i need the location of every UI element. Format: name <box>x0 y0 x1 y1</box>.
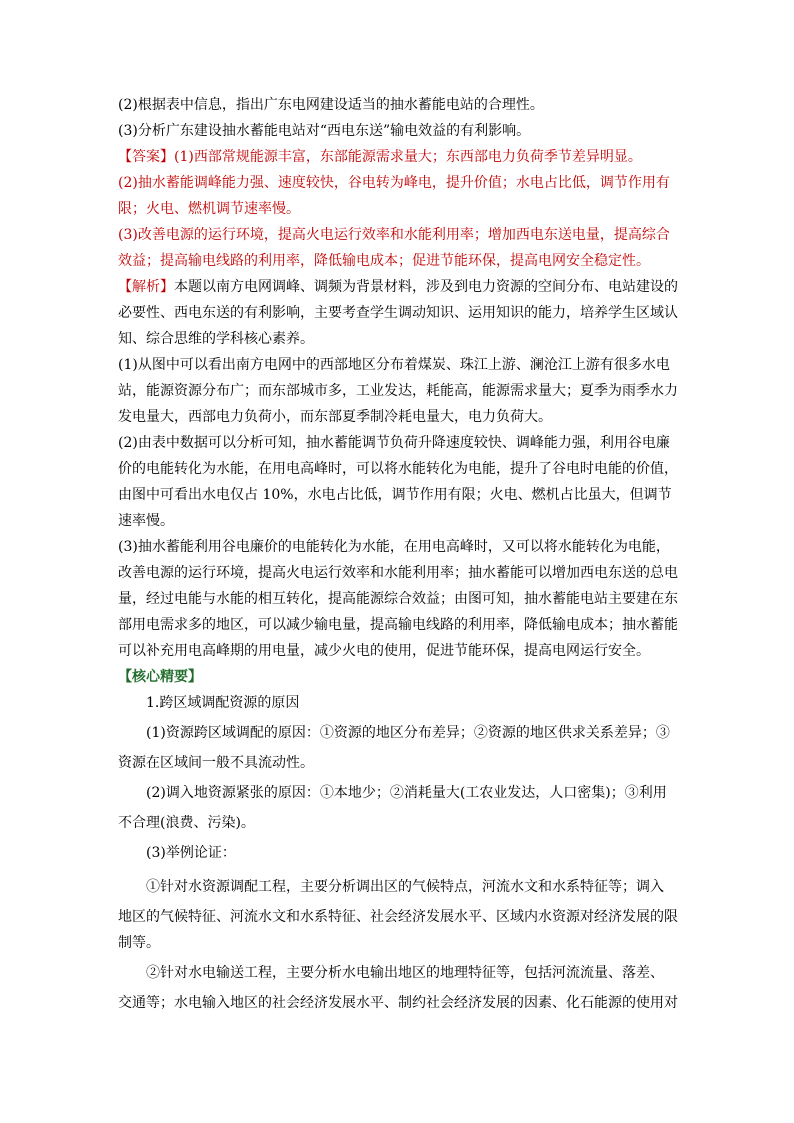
answer-line-2: (2)抽水蓄能调峰能力强、速度较快，谷电转为峰电，提升价值；水电占比低，调节作用有 <box>118 175 670 191</box>
analysis-line: 由图中可看出水电仅占 10%，水电占比低，调节作用有限；火电、燃机占比虽大，但调节 <box>118 487 672 503</box>
core-line: (3)举例论证： <box>146 845 236 861</box>
answer-label: 【答案】 <box>118 149 174 165</box>
core-title: 1.跨区域调配资源的原因 <box>146 695 300 711</box>
core-line: ①针对水资源调配工程，主要分析调出区的气候特点，河流水文和水系特征等；调入 <box>146 879 664 895</box>
core-line: 地区的气候特征、河流水文和水系特征、社会经济发展水平、区域内水资源对经济发展的限 <box>118 909 678 925</box>
core-line: (1)资源跨区域调配的原因：①资源的地区分布差异；②资源的地区供求关系差异；③ <box>146 725 670 741</box>
analysis-line: (3)抽水蓄能利用谷电廉价的电能转化为水能，在用电高峰时，又可以将水能转化为电能， <box>118 539 670 555</box>
answer-line-5: 效益；提高输电线路的利用率，降低输电成本；促进节能环保，提高电网安全稳定性。 <box>118 253 650 269</box>
answer-line-3: 限；火电、燃机调节速率慢。 <box>118 201 300 217</box>
analysis-line: 速率慢。 <box>118 513 174 529</box>
analysis-line: (2)由表中数据可以分析可知，抽水蓄能调节负荷升降速度较快、调峰能力强，利用谷电廉 <box>118 435 670 451</box>
analysis-line: (1)从图中可以看出南方电网中的西部地区分布着煤炭、珠江上游、澜沧江上游有很多水电 <box>118 357 670 373</box>
analysis-line: 部用电需求多的地区，可以减少输电量，提高输电线路的利用率，降低输电成本；抽水蓄能 <box>118 617 678 633</box>
core-line: 不合理(浪费、污染)。 <box>118 815 255 831</box>
core-line: 资源在区域间一般不具流动性。 <box>118 755 314 771</box>
question-3: (3)分析广东建设抽水蓄能电站对“西电东送”输电效益的有利影响。 <box>118 123 531 139</box>
core-line: ②针对水电输送工程，主要分析水电输出地区的地理特征等，包括河流流量、落差、 <box>146 965 664 981</box>
core-heading: 【核心精要】 <box>118 669 202 685</box>
core-line: (2)调入地资源紧张的原因：①本地少；②消耗量大(工农业发达，人口密集)；③利用 <box>146 785 667 801</box>
answer-line-4: (3)改善电源的运行环境，提高火电运行效率和水能利用率；增加西电东送电量，提高综合 <box>118 227 670 243</box>
analysis-line-1 <box>118 274 684 300</box>
analysis-line: 发电量大，西部电力负荷小，而东部夏季制冷耗电量大，电力负荷大。 <box>118 409 552 425</box>
analysis-line: 知、综合思维的学科核心素养。 <box>118 331 314 347</box>
analysis-line: 量，经过电能与水能的相互转化，提高能源综合效益；由图可知，抽水蓄能电站主要建在东 <box>118 591 678 607</box>
analysis-line: 站，能源资源分布广；而东部城市多，工业发达，耗能高，能源需求量大；夏季为雨季水力 <box>118 383 678 399</box>
analysis-line: 可以补充用电高峰期的用电量，减少火电的使用，促进节能环保，提高电网运行安全。 <box>118 643 650 659</box>
answer-text: (1)西部常规能源丰富，东部能源需求量大；东西部电力负荷季节差异明显。 <box>174 149 642 165</box>
answer-line-1 <box>118 144 684 170</box>
question-2: (2)根据表中信息，指出广东电网建设适当的抽水蓄能电站的合理性。 <box>118 97 544 113</box>
core-line: 交通等；水电输入地区的社会经济发展水平、制约社会经济发展的因素、化石能源的使用对 <box>118 995 678 1011</box>
document-page <box>118 92 684 1016</box>
analysis-line: 改善电源的运行环境，提高火电运行效率和水能利用率；抽水蓄能可以增加西电东送的总电 <box>118 565 678 581</box>
analysis-text: 本题以南方电网调峰、调频为背景材料，涉及到电力资源的空间分布、电站建设的 <box>174 279 678 295</box>
analysis-label: 【解析】 <box>118 279 174 295</box>
analysis-line: 价的电能转化为水能，在用电高峰时，可以将水能转化为电能，提升了谷电时电能的价值， <box>118 461 678 477</box>
analysis-line: 必要性、西电东送的有利影响，主要考查学生调动知识、运用知识的能力，培养学生区域认 <box>118 305 678 321</box>
core-line: 制等。 <box>118 935 160 951</box>
